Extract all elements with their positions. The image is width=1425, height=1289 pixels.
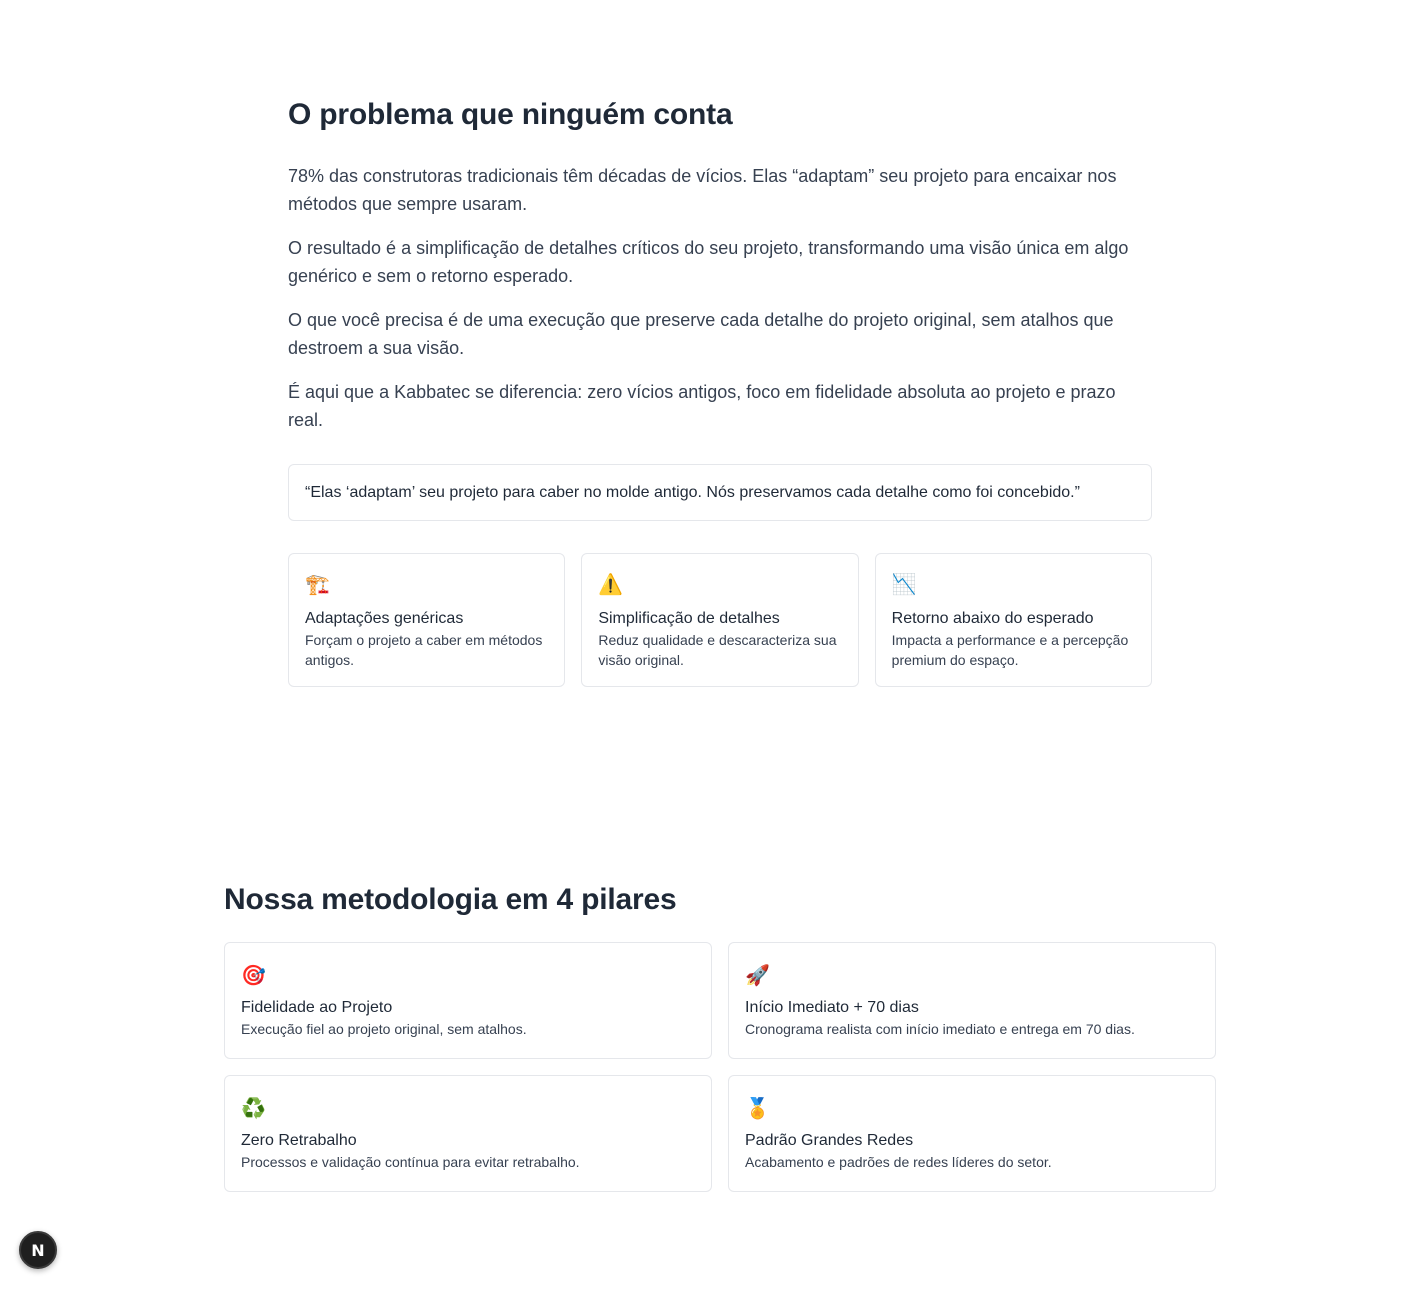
problem-cards [288,553,1152,687]
card-title: Zero Retrabalho [241,1132,357,1149]
construction-crane-icon: 🏗️ [305,572,330,596]
rocket-icon: 🚀 [745,963,770,987]
problem-card-adaptacoes [288,553,565,687]
problem-section [288,96,1152,687]
recycle-icon: ♻️ [241,1096,266,1120]
problem-paragraph: O que você precisa é de uma execução que preserve cada detalhe do projeto original, sem atalhos que destroem a sua visão. [288,310,1114,358]
card-title: Simplificação de detalhes [598,610,780,627]
card-title: Início Imediato + 70 dias [745,999,919,1016]
pillar-card-fidelidade [224,942,712,1059]
card-description: Cronograma realista com início imediato e entrega em 70 dias. [745,1021,1135,1037]
quote-box: “Elas ‘adaptam’ seu projeto para caber no molde antigo. Nós preservamos cada detalhe como foi concebido.” [288,464,1152,521]
pillar-card-inicio [728,942,1216,1059]
problem-paragraph: O resultado é a simplificação de detalhes críticos do seu projeto, transformando uma visão única em algo genérico e sem o retorno esperado. [288,238,1129,286]
methodology-title: Nossa metodologia em 4 pilares [224,883,677,916]
methodology-grid [224,942,1216,1192]
warning-icon: ⚠️ [598,572,624,596]
card-title: Adaptações genéricas [305,610,464,627]
problem-paragraph: É aqui que a Kabbatec se diferencia: zero vícios antigos, foco em fidelidade absoluta ao projeto e prazo real. [288,382,1116,430]
nextjs-dev-badge-button[interactable]: N [19,1231,57,1269]
card-description: Execução fiel ao projeto original, sem atalhos. [241,1021,527,1037]
problem-title: O problema que ninguém conta [288,98,733,131]
card-title: Padrão Grandes Redes [745,1132,914,1149]
card-description: Impacta a performance e a percepção premium do espaço. [891,632,1129,668]
card-description: Reduz qualidade e descaracteriza sua visão original. [598,632,837,668]
card-title: Fidelidade ao Projeto [241,999,393,1016]
methodology-section [224,880,1216,1192]
chart-decreasing-icon: 📉 [891,572,917,596]
problem-paragraph: 78% das construtoras tradicionais têm décadas de vícios. Elas “adaptam” seu projeto para encaixar nos métodos que sempre usaram. [288,166,1117,214]
problem-card-retorno [875,553,1152,687]
problem-card-simplificacao [581,553,858,687]
card-description: Acabamento e padrões de redes líderes do setor. [745,1154,1052,1170]
target-icon: 🎯 [241,963,266,987]
card-description: Forçam o projeto a caber em métodos antigos. [305,632,543,668]
pillar-card-retrabalho [224,1075,712,1192]
pillar-card-padrao [728,1075,1216,1192]
card-title: Retorno abaixo do esperado [891,610,1094,627]
card-description: Processos e validação contínua para evitar retrabalho. [241,1154,580,1170]
medal-icon: 🏅 [745,1096,770,1120]
